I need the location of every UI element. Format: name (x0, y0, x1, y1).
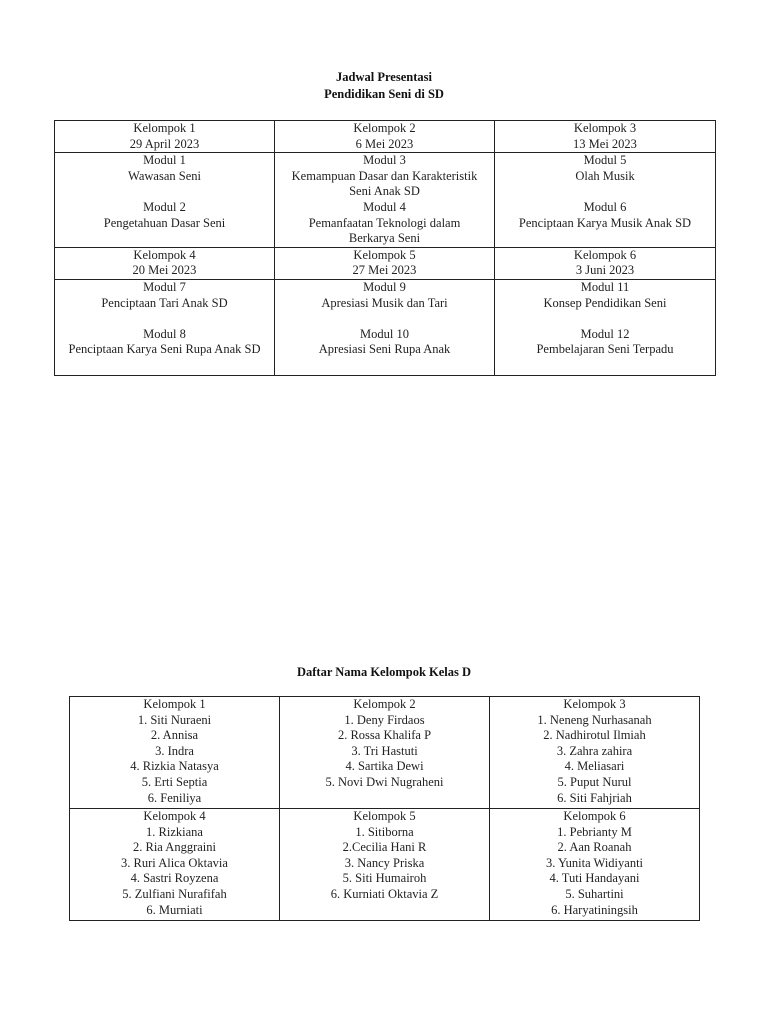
groups-row (70, 697, 700, 809)
module-cell (275, 153, 495, 248)
member-name: 2. Aan Roanah (557, 840, 632, 855)
member-name: 6. Feniliya (147, 790, 202, 805)
module-topic: Pembelajaran Seni Terpadu (536, 342, 674, 357)
member-name: 6. Siti Fahjriah (557, 790, 632, 805)
schedule-row (55, 121, 716, 153)
group-name: Kelompok 1 (143, 697, 206, 711)
member-name: 6. Kurniati Oktavia Z (330, 886, 439, 901)
member-name: 5. Suhartini (565, 886, 624, 901)
module-cell (495, 153, 716, 248)
member-name: 2. Nadhirotul Ilmiah (543, 728, 646, 743)
group-cell (490, 809, 700, 921)
presentation-date: 3 Juni 2023 (575, 263, 635, 278)
module-cell (55, 279, 275, 375)
schedule-row (55, 153, 716, 248)
presentation-date: 6 Mei 2023 (355, 136, 414, 151)
module-label: Modul 7 (143, 279, 186, 294)
member-name: 3. Tri Hastuti (351, 743, 418, 758)
group-cell (280, 809, 490, 921)
module-cell (495, 279, 716, 375)
schedule-group-cell (55, 247, 275, 279)
module-label: Modul 3 (363, 153, 406, 168)
presentation-date: 29 April 2023 (129, 136, 200, 151)
groups-row (70, 809, 700, 921)
member-name: 4. Tuti Handayani (549, 871, 640, 886)
group-label: Kelompok 2 (353, 121, 416, 135)
schedule-subtitle: Pendidikan Seni di SD (324, 87, 444, 101)
schedule-group-cell (55, 121, 275, 153)
member-name: 5. Zulfiani Nurafifah (122, 886, 227, 901)
module-topic: Konsep Pendidikan Seni (543, 295, 667, 310)
member-name: 2. Ria Anggraini (133, 840, 216, 855)
schedule-row (55, 279, 716, 375)
module-cell (55, 153, 275, 248)
member-name: 1. Pebrianty M (557, 824, 632, 839)
module-label: Modul 10 (360, 326, 409, 341)
schedule-group-cell (275, 247, 495, 279)
member-name: 1. Sitiborna (355, 824, 414, 839)
member-name: 1. Siti Nuraeni (137, 712, 212, 727)
member-name: 4. Rizkia Natasya (130, 759, 219, 774)
module-topic: Pengetahuan Dasar Seni (103, 215, 226, 230)
schedule-row (55, 247, 716, 279)
presentation-date: 13 Mei 2023 (573, 136, 637, 151)
group-label: Kelompok 3 (573, 121, 637, 135)
member-name: 6. Haryatiningsih (551, 902, 638, 917)
module-label: Modul 11 (580, 279, 630, 294)
module-topic: Penciptaan Karya Musik Anak SD (518, 215, 692, 230)
group-name: Kelompok 3 (563, 697, 626, 711)
member-name: 4. Meliasari (564, 759, 625, 774)
module-topic: Pemanfaatan Teknologi dalam Berkarya Seni (308, 215, 461, 246)
group-cell (490, 697, 700, 809)
schedule-group-cell (495, 247, 716, 279)
schedule-group-cell (495, 121, 716, 153)
group-name: Kelompok 4 (143, 809, 206, 823)
member-name: 5. Erti Septia (141, 774, 208, 789)
module-cell (275, 279, 495, 375)
module-topic: Kemampuan Dasar dan Karakteristik Seni Anak SD (291, 168, 478, 199)
module-label: Modul 5 (583, 153, 627, 168)
schedule-group-cell (275, 121, 495, 153)
groups-table (69, 696, 700, 921)
member-name: 3. Zahra zahira (556, 743, 633, 758)
module-topic: Wawasan Seni (128, 168, 201, 183)
member-name: 5. Novi Dwi Nugraheni (325, 774, 444, 789)
group-label: Kelompok 6 (573, 247, 637, 262)
presentation-date: 27 Mei 2023 (352, 263, 417, 278)
member-name: 4. Sastri Royzena (130, 871, 219, 886)
module-label: Modul 1 (143, 153, 186, 168)
member-name: 5. Puput Nurul (557, 774, 632, 789)
module-label: Modul 4 (363, 199, 406, 214)
group-label: Kelompok 4 (133, 247, 196, 262)
module-topic: Olah Musik (575, 168, 635, 183)
module-label: Modul 2 (143, 199, 186, 214)
member-name: 1. Deny Firdaos (344, 712, 425, 727)
member-name: 4. Sartika Dewi (345, 759, 424, 774)
member-name: 3. Yunita Widiyanti (545, 855, 644, 870)
member-name: 2.Cecilia Hani R (342, 840, 427, 855)
member-name: 2. Rossa Khalifa P (337, 728, 432, 743)
schedule-title: Jadwal Presentasi (336, 70, 432, 84)
group-cell (70, 809, 280, 921)
group-label: Kelompok 5 (353, 247, 416, 262)
member-name: 3. Nancy Priska (344, 855, 425, 870)
module-topic: Penciptaan Tari Anak SD (101, 295, 228, 310)
group-name: Kelompok 5 (353, 809, 416, 823)
group-name: Kelompok 2 (353, 697, 416, 711)
module-topic: Penciptaan Karya Seni Rupa Anak SD (68, 342, 261, 357)
module-label: Modul 9 (363, 279, 406, 294)
module-label: Modul 8 (143, 326, 186, 341)
member-name: 1. Rizkiana (146, 824, 203, 839)
module-label: Modul 12 (580, 326, 630, 341)
presentation-date: 20 Mei 2023 (132, 263, 197, 278)
member-name: 6. Murniati (146, 902, 203, 917)
module-label: Modul 6 (583, 199, 627, 214)
member-name: 5. Siti Humairoh (342, 871, 427, 886)
group-name: Kelompok 6 (563, 809, 626, 823)
module-topic: Apresiasi Seni Rupa Anak (318, 342, 451, 357)
group-label: Kelompok 1 (133, 121, 196, 135)
member-name: 3. Indra (155, 743, 194, 758)
schedule-table (54, 120, 716, 376)
member-name: 2. Annisa (150, 728, 199, 743)
group-cell (280, 697, 490, 809)
member-name: 3. Ruri Alica Oktavia (121, 855, 228, 870)
member-name: 1. Neneng Nurhasanah (537, 712, 652, 727)
groups-title: Daftar Nama Kelompok Kelas D (296, 665, 472, 679)
group-cell (70, 697, 280, 809)
module-topic: Apresiasi Musik dan Tari (321, 295, 448, 310)
